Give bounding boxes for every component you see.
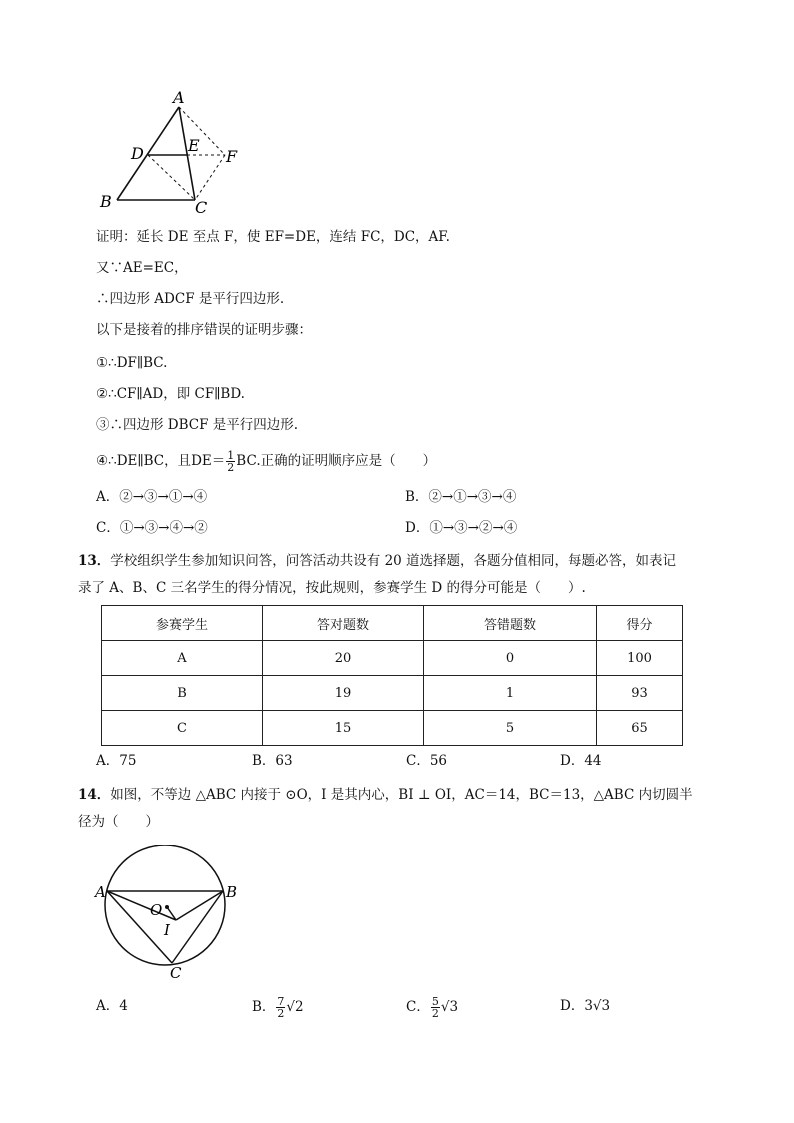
proof-line-3: ∴四边形 ADCF 是平行四边形. <box>96 291 285 307</box>
q13-option-c[interactable]: C．56 <box>406 753 448 769</box>
step-3: ③∴四边形 DBCF 是平行四边形. <box>96 417 299 433</box>
header-cell: 得分 <box>597 606 683 641</box>
step-4 <box>96 450 436 473</box>
q13-option-d[interactable]: D．44 <box>560 753 602 769</box>
q14-line-1 <box>78 785 693 805</box>
label-B: B <box>100 192 112 211</box>
label-E: E <box>188 136 200 155</box>
table-cell: 20 <box>263 641 424 676</box>
table-row <box>102 641 683 676</box>
label-O: O <box>150 901 163 919</box>
table-row <box>102 676 683 711</box>
table-cell: 0 <box>424 641 597 676</box>
q14-option-b[interactable] <box>252 996 304 1019</box>
q14-number: 14． <box>78 787 111 803</box>
table-row <box>102 711 683 746</box>
q14-line-2: 径为（ ） <box>78 814 159 830</box>
score-table <box>101 605 683 746</box>
q13-line-1 <box>78 551 676 571</box>
q12-option-b[interactable]: B．②→①→③→④ <box>405 489 517 505</box>
step-4-post: BC.正确的证明顺序应是（ ） <box>236 453 437 469</box>
step-1: ①∴DF∥BC. <box>96 355 168 371</box>
q14-option-c[interactable] <box>406 996 458 1019</box>
q14-text-1: 如图，不等边 △ABC 内接于 ⊙O，I 是其内心，BI ⊥ OI，AC＝14，BC＝13，△ABC 内切圆半 <box>110 787 693 803</box>
fraction-half <box>226 450 235 473</box>
q13-option-a[interactable]: A．75 <box>96 753 137 769</box>
proof-line-1: 证明：延长 DE 至点 F，使 EF=DE，连结 FC，DC，AF. <box>96 229 450 245</box>
q13-option-b[interactable]: B．63 <box>252 753 293 769</box>
table-cell: 1 <box>424 676 597 711</box>
fraction <box>276 996 285 1019</box>
proof-line-2: 又∵AE=EC， <box>96 260 188 276</box>
header-cell: 参赛学生 <box>102 606 263 641</box>
sqrt-value: √3 <box>440 999 459 1015</box>
q13-number: 13． <box>78 553 111 569</box>
label-A: A <box>173 88 185 107</box>
table-cell: A <box>102 641 263 676</box>
sqrt-value: √2 <box>286 999 304 1015</box>
q14-option-d[interactable]: D．3√3 <box>560 998 611 1014</box>
label-B: B <box>226 883 238 901</box>
step-4-pre: ④∴DE∥BC，且DE＝ <box>96 453 226 469</box>
q13-line-2: 录了 A、B、C 三名学生的得分情况，按此规则，参赛学生 D 的得分可能是（ ）. <box>78 580 586 596</box>
table-cell: 93 <box>597 676 683 711</box>
table-header-row <box>102 606 683 641</box>
frac-num: 7 <box>277 995 285 1008</box>
frac-den: 2 <box>277 1007 285 1020</box>
table-cell: 65 <box>597 711 683 746</box>
step-2: ②∴CF∥AD，即 CF∥BD. <box>96 386 245 402</box>
q14-option-c-label: C． <box>406 999 430 1015</box>
label-C: C <box>195 198 208 217</box>
label-A: A <box>95 883 106 901</box>
label-F: F <box>226 147 238 166</box>
header-cell: 答错题数 <box>424 606 597 641</box>
table-cell: 15 <box>263 711 424 746</box>
label-C: C <box>170 964 182 982</box>
frac-num: 5 <box>431 995 439 1008</box>
q13-text-1: 学校组织学生参加知识问答，问答活动共设有 20 道选择题，各题分值相同，每题必答，如表记 <box>110 553 677 569</box>
frac-den: 2 <box>431 1007 439 1020</box>
q12-option-d[interactable]: D．①→③→②→④ <box>405 520 518 536</box>
q14-option-a[interactable]: A．4 <box>96 998 128 1014</box>
proof-line-4: 以下是接着的排序错误的证明步骤： <box>96 322 312 338</box>
table-cell: B <box>102 676 263 711</box>
header-cell: 答对题数 <box>263 606 424 641</box>
fraction <box>431 996 440 1019</box>
parallelogram-figure <box>95 85 255 220</box>
circle-figure <box>90 845 250 985</box>
q12-option-c[interactable]: C．①→③→④→② <box>96 520 208 536</box>
frac-num: 1 <box>227 449 235 462</box>
q12-option-a[interactable]: A．②→③→①→④ <box>96 489 208 505</box>
q14-option-b-label: B． <box>252 999 276 1015</box>
table-cell: 5 <box>424 711 597 746</box>
table-cell: 100 <box>597 641 683 676</box>
label-D: D <box>131 144 144 163</box>
table-cell: 19 <box>263 676 424 711</box>
frac-den: 2 <box>227 461 235 474</box>
label-I: I <box>164 921 170 939</box>
table-cell: C <box>102 711 263 746</box>
